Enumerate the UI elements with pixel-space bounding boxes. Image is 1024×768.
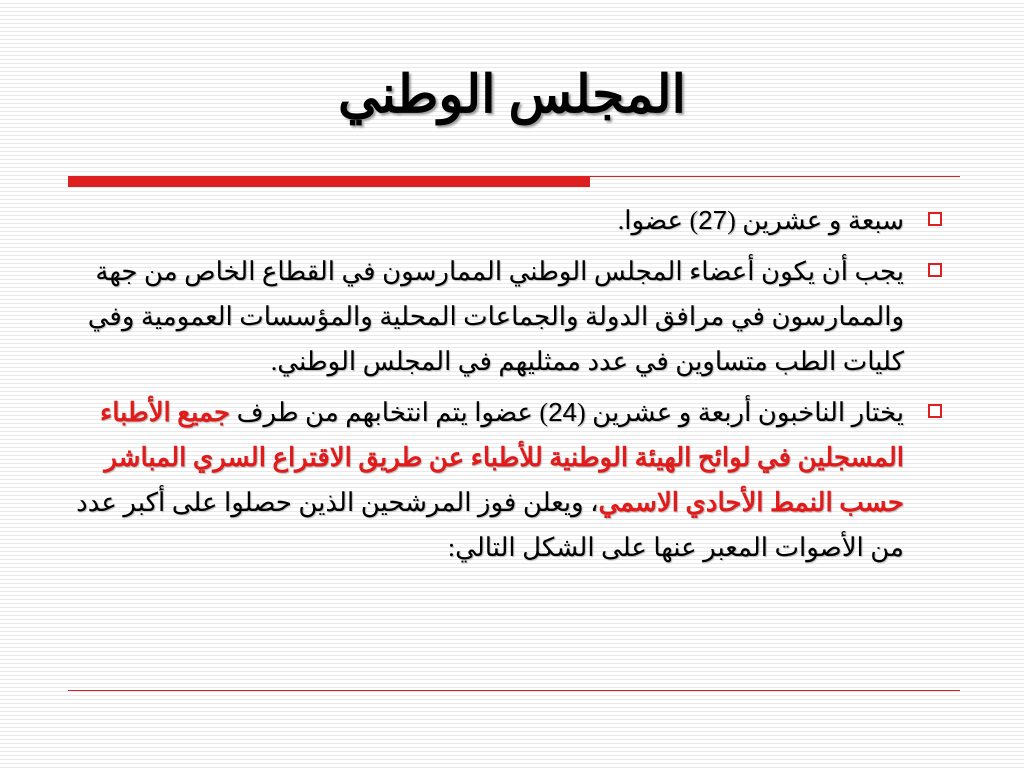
title-underline-thick (68, 176, 590, 187)
bullet-item-1 (72, 198, 952, 243)
title-underline-thin (590, 176, 960, 177)
footer-rule (68, 690, 960, 691)
bullet-item-2 (72, 249, 952, 384)
bullet-3-emphasis: جميع الأطباء المسجلين في لوائح الهيئة الوطنية للأطباء عن طريق الاقتراع السري المباشر حسب النمط الأحادي الاسمي (100, 398, 904, 517)
bullet-1-text-pre: سبعة و عشرين ( (727, 206, 904, 235)
hollow-square-icon (928, 404, 942, 418)
slide-body (72, 198, 952, 576)
bullet-item-3 (72, 390, 952, 570)
bullet-2-text: يجب أن يكون أعضاء المجلس الوطني الممارسون في القطاع الخاص من جهة والممارسون في مرافق الدولة والجماعات المحلية والمؤسسات العمومية وفي كليات الطب متساوين في عدد ممثليهم في المجلس الوطني. (87, 257, 904, 376)
bullet-1-text-post: ) عضوا. (617, 206, 699, 235)
hollow-square-icon (928, 263, 942, 277)
bullet-3-number: 24 (548, 397, 577, 427)
bullet-3-text-post: ، ويعلن فوز المرشحين الذين حصلوا على أكبر عدد من الأصوات المعبر عنها على الشكل التالي: (76, 488, 904, 562)
bullet-list (72, 198, 952, 570)
bullet-1-number: 27 (698, 205, 728, 235)
slide-title: المجلس الوطني (337, 67, 686, 124)
bullet-3-text-pre: يختار الناخبون أربعة و عشرين ( (577, 398, 904, 427)
hollow-square-icon (928, 212, 942, 226)
bullet-3-text-mid: ) عضوا يتم انتخابهم من طرف (230, 398, 549, 427)
